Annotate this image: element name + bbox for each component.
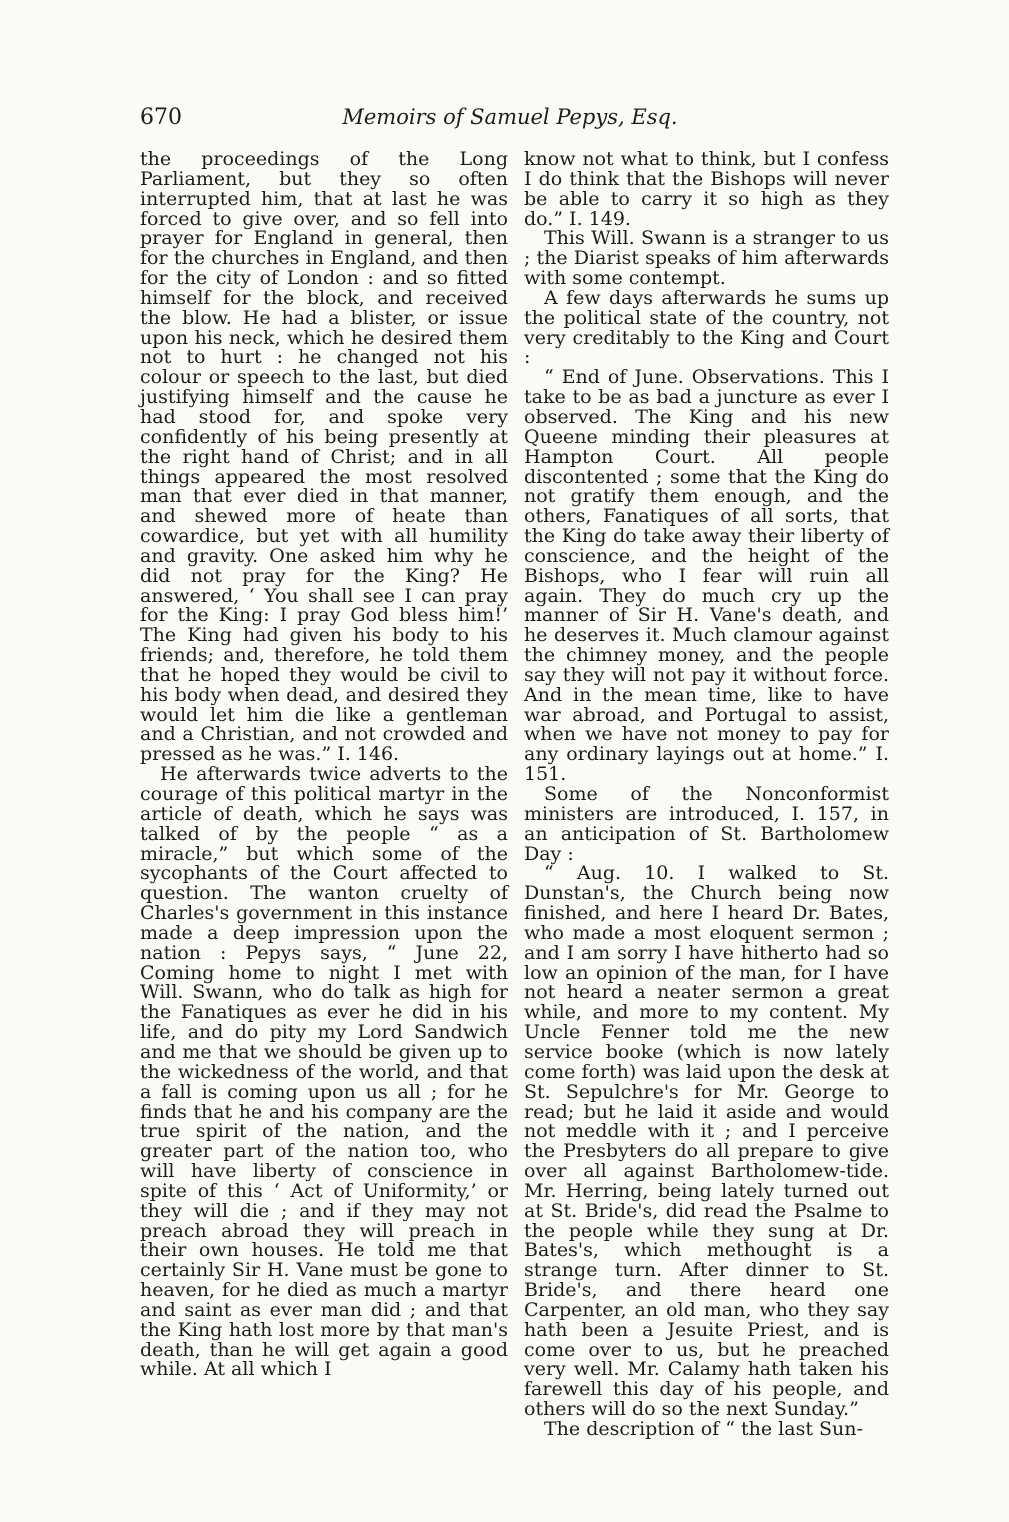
right-paragraph-7: The description of “ the last Sun-	[544, 1418, 863, 1440]
left-paragraph-2: He afterwards twice adverts to the courage of this political martyr in the article of death, which he says was talked of by the people “ as a miracle,” but which some of the sycophants of the Court affected to question. The wanton cruelty of Charles's government in this instance made a deep impression upon the nation : Pepys says, “ June 22, Coming home to night I met with Will. Swann, who do talk as high for the Fanatiques as ever he did in his life, and do pity my Lord Sandwich and me that we should be given up to the wickedness of the world, and that a fall is coming upon us all ; for he finds that he and his company are the true spirit of the nation, and the greater part of the nation too, who will have liberty of conscience in spite of this ‘ Act of Uniformity,’ or they will die ; and if they may not preach abroad they will preach in their own houses. He told me that certainly Sir H. Vane must be gone to heaven, for he died as much a martyr and saint as ever man did ; and that the King hath lost more by that man's death, than he will get again a good while. At all which I	[140, 763, 508, 1381]
running-title: Memoirs of Samuel Pepys, Esq.	[342, 105, 678, 129]
left-column	[140, 150, 508, 1380]
right-paragraph-3: A few days afterwards he sums up the political state of the country, not very creditably to the King and Court :	[524, 286, 889, 369]
right-paragraph-2: This Will. Swann is a stranger to us ; the Diarist speaks of him afterwards with some contempt.	[524, 227, 889, 290]
right-paragraph-1: know not what to think, but I confess I do think that the Bishops will never be able to carry it so high as they do.” I. 149.	[524, 148, 889, 230]
right-paragraph-6: “ Aug. 10. I walked to St. Dunstan's, the Church being now finished, and here I heard Dr. Bates, who made a most eloquent sermon ; and I am sorry I have hitherto had so low an opinion of the man, for I have not heard a neater sermon a great while, and more to my content. My Uncle Fenner told me the new service booke (which is now lately come forth) was laid upon the desk at St. Sepulchre's for Mr. George to read; but he laid it aside and would not meddle with it ; and I perceive the Presbyters do all prepare to give over all against Bartholomew-tide. Mr. Herring, being lately turned out at St. Bride's, did read the Psalme to the people while they sung at Dr. Bates's, which methought is a strange turn. After dinner to St. Bride's, and there heard one Carpenter, an old man, who they say hath been a Jesuite Priest, and is come over to us, but he preached very well. Mr. Calamy hath taken his farewell this day of his people, and others will do so the next Sunday.”	[524, 862, 889, 1421]
right-paragraph-4: “ End of June. Observations. This I take to be as bad a juncture as ever I observed. The King and his new Queene minding their pleasures at Hampton Court. All people discontented ; some that the King do not gratify them enough, and the others, Fanatiques of all sorts, that the King do take away their liberty of conscience, and the height of the Bishops, who I fear will ruin all again. They do much cry up the manner of Sir H. Vane's death, and he deserves it. Much clamour against the chimney money, and the people say they will not pay it without force. And in the mean time, like to have war abroad, and Portugal to assist, when we have not money to pay for any ordinary layings out at home.” I. 151.	[524, 366, 889, 786]
page-number: 670	[140, 105, 182, 130]
page-header	[140, 105, 880, 137]
right-paragraph-5: Some of the Nonconformist ministers are introduced, I. 157, in an anticipation of St. Bartholomew Day :	[524, 783, 889, 865]
left-paragraph-1: the proceedings of the Long Parliament, but they so often interrupted him, that at last he was forced to give over, and so fell into prayer for England in general, then for the churches in England, and then for the city of London : and so fitted himself for the block, and received the blow. He had a blister, or issue upon his neck, which he desired them not to hurt : he changed not his colour or speech to the last, but died justifying himself and the cause he had stood for, and spoke very confidently of his being presently at the right hand of Christ; and in all things appeared the most resolved man that ever died in that manner, and shewed more of heate than cowardice, but yet with all humility and gravity. One asked him why he did not pray for the King? He answered, ‘ You shall see I can pray for the King: I pray God bless him!’ The King had given his body to his friends; and, therefore, he told them that he hoped they would be civil to his body when dead, and desired they would let him die like a gentleman and a Christian, and not crowded and pressed as he was.” I. 146.	[140, 148, 508, 766]
right-column	[524, 150, 889, 1440]
